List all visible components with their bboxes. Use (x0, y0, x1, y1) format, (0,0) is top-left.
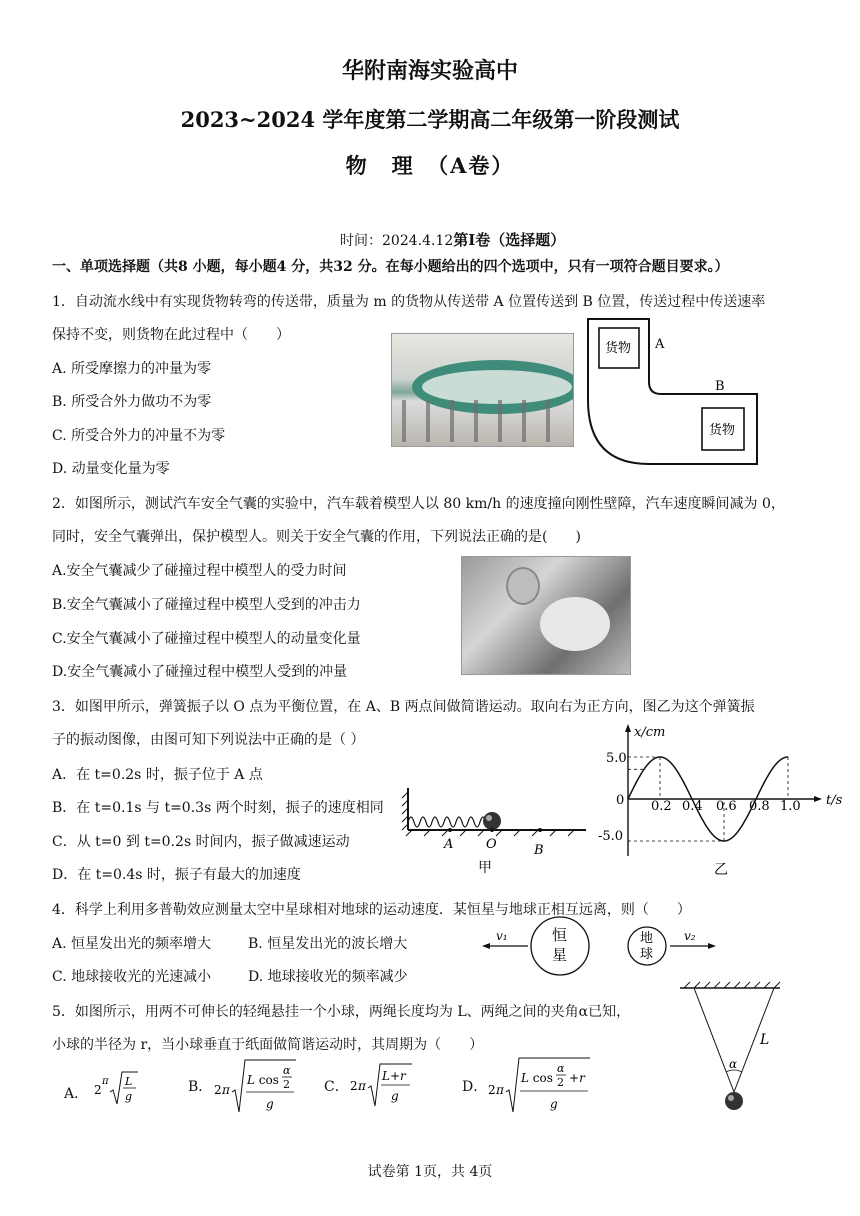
x-tick-0.8: 0.8 (749, 799, 770, 814)
q4-option-c: C. 地球接收光的光速减小 (52, 969, 212, 985)
point-a: A (444, 837, 454, 852)
x-tick-0.4: 0.4 (682, 799, 703, 814)
pendulum-diagram (670, 980, 790, 1114)
y-tick-5: 5.0 (606, 751, 627, 766)
q5-option-b-label: B． (188, 1079, 213, 1095)
q5-option-c-label: C． (324, 1079, 349, 1095)
q3-option-d: D．在 t=0.4s 时，振子有最大的加速度 (52, 867, 301, 883)
q5-formula-a (94, 1066, 140, 1112)
star-label-1: 恒 (552, 926, 568, 944)
q1-option-c: C. 所受合外力的冲量不为零 (52, 428, 226, 444)
q2-stem-line2: 同时，安全气囊弹出，保护模型人。则关于安全气囊的作用，下列说法正确的是( ) (52, 529, 581, 545)
y-axis-label: x/cm (634, 725, 666, 740)
spring-oscillator-diagram (400, 786, 600, 878)
exam-date: 时间：2024.4.12 (340, 233, 454, 249)
q1-option-b: B. 所受合外力做功不为零 (52, 394, 212, 410)
svg-text:π: π (222, 1083, 230, 1097)
q1-option-d: D. 动量变化量为零 (52, 461, 170, 477)
page-footer: 试卷第 1页，共 4页 (367, 1164, 493, 1180)
q3-option-c: C．从 t=0 到 t=0.2s 时间内，振子做减速运动 (52, 834, 350, 850)
x-tick-0.2: 0.2 (651, 799, 672, 814)
q4-option-b: B. 恒星发出光的波长增大 (248, 936, 408, 952)
q2-option-b: B.安全气囊减小了碰撞过程中模型人受到的冲击力 (52, 597, 361, 613)
y-tick-neg5: -5.0 (598, 829, 624, 844)
q3-stem-line2: 子的振动图像，由图可知下列说法中正确的是（ ） (52, 732, 365, 748)
x-tick-1.0: 1.0 (780, 799, 801, 814)
q2-option-c: C.安全气囊减小了碰撞过程中模型人的动量变化量 (52, 631, 361, 647)
svg-text:+r: +r (569, 1071, 585, 1085)
q1-stem-line1: 1．自动流水线中有实现货物转弯的传送带，质量为 m 的货物从传送带 A 位置传送到 B 位置，传送过程中传送速率 (52, 294, 766, 310)
q2-stem-line1: 2．如图所示，测试汽车安全气囊的实验中，汽车载着模型人以 80 km/h 的速度撞向刚性壁障，汽车速度瞬间减为 0， (52, 496, 785, 512)
svg-text:g: g (550, 1097, 558, 1111)
earth-label-1: 地 (640, 931, 654, 946)
svg-text:L cos: L cos (521, 1071, 553, 1085)
q5-stem-line1: 5．如图所示，用两不可伸长的轻绳悬挂一个小球，两绳长度均为 L、两绳之间的夹角α已知， (52, 1004, 631, 1020)
svg-text:L: L (125, 1075, 133, 1088)
q1-stem-line2: 保持不变，则货物在此过程中（ ） (52, 327, 290, 343)
conveyor-photo (391, 333, 574, 447)
q3-option-a: A．在 t=0.2s 时，振子位于 A 点 (52, 767, 263, 783)
x-axis-label: t/s (826, 793, 843, 808)
caption-jia: 甲 (478, 860, 492, 876)
v2-label: v₂ (684, 929, 696, 943)
v1-label: v₁ (496, 929, 508, 943)
q3-option-b: B．在 t=0.1s 与 t=0.3s 两个时刻，振子的速度相同 (52, 800, 384, 816)
doppler-diagram (480, 916, 720, 980)
q4-stem: 4．科学上利用多普勒效应测量太空中星球相对地球的运动速度．某恒星与地球正相互远离，则（ ） (52, 902, 691, 918)
q4-option-a: A. 恒星发出光的频率增大 (52, 936, 212, 952)
point-a-label: A (655, 337, 665, 352)
svg-text:L+r: L+r (382, 1069, 406, 1083)
airbag-photo (461, 556, 631, 675)
svg-text:2: 2 (283, 1078, 290, 1091)
svg-text:π: π (102, 1076, 109, 1087)
q5-formula-b (214, 1056, 298, 1114)
svg-text:π: π (358, 1079, 366, 1093)
y-tick-0: 0 (616, 793, 625, 808)
exam-title: 2023~2024 学年度第二学期高二年级第一阶段测试 (180, 107, 680, 132)
svg-text:2: 2 (557, 1076, 564, 1089)
svg-text:π: π (496, 1083, 504, 1097)
q1-option-a: A. 所受摩擦力的冲量为零 (52, 361, 212, 377)
subject-title: 物 理 （A卷） (345, 153, 515, 178)
point-b: B (534, 843, 544, 858)
svg-text:2: 2 (488, 1083, 496, 1097)
vibration-graph (596, 722, 846, 882)
caption-yi: 乙 (714, 862, 728, 878)
q5-formula-d (488, 1054, 592, 1114)
goods-label-1: 货物 (605, 341, 632, 356)
svg-text:2: 2 (94, 1083, 102, 1097)
svg-text:α: α (557, 1062, 565, 1075)
svg-text:α: α (283, 1064, 291, 1077)
school-name: 华附南海实验高中 (341, 58, 518, 84)
q5-stem-line2: 小球的半径为 r，当小球垂直于纸面做简谐运动时，其周期为（ ） (52, 1037, 484, 1053)
q2-option-d: D.安全气囊减小了碰撞过程中模型人受到的冲量 (52, 664, 348, 680)
exam-meta (340, 229, 565, 250)
svg-text:2: 2 (350, 1079, 358, 1093)
conveyor-diagram (585, 316, 775, 468)
svg-text:g: g (391, 1089, 399, 1103)
q2-option-a: A.安全气囊减少了碰撞过程中模型人的受力时间 (52, 563, 347, 579)
x-tick-0.6: 0.6 (716, 799, 737, 814)
q5-option-a-label: A． (64, 1086, 89, 1102)
q3-stem-line1: 3．如图甲所示，弹簧振子以 O 点为平衡位置，在 A、B 两点间做简谐运动。取向右为正方向，图乙为这个弹簧振 (52, 699, 755, 715)
earth-label-2: 球 (640, 947, 654, 962)
point-b-label: B (715, 379, 725, 394)
q5-option-d-label: D． (462, 1079, 488, 1095)
svg-text:L cos: L cos (247, 1073, 279, 1087)
goods-label-2: 货物 (709, 423, 736, 438)
alpha-label: α (729, 1057, 738, 1071)
section-heading: 一、单项选择题（共8 小题，每小题4 分，共32 分。在每小题给出的四个选项中，只有一项符合题目要求。） (52, 259, 729, 275)
q5-formula-c (350, 1060, 414, 1110)
q4-option-d: D. 地球接收光的频率减少 (248, 969, 408, 985)
star-label-2: 星 (552, 946, 568, 964)
point-o: O (486, 837, 497, 852)
svg-text:g: g (266, 1097, 274, 1111)
part-title: 第I卷（选择题） (453, 231, 566, 249)
length-label: L (760, 1032, 770, 1048)
svg-text:g: g (125, 1090, 133, 1103)
svg-text:2: 2 (214, 1083, 222, 1097)
